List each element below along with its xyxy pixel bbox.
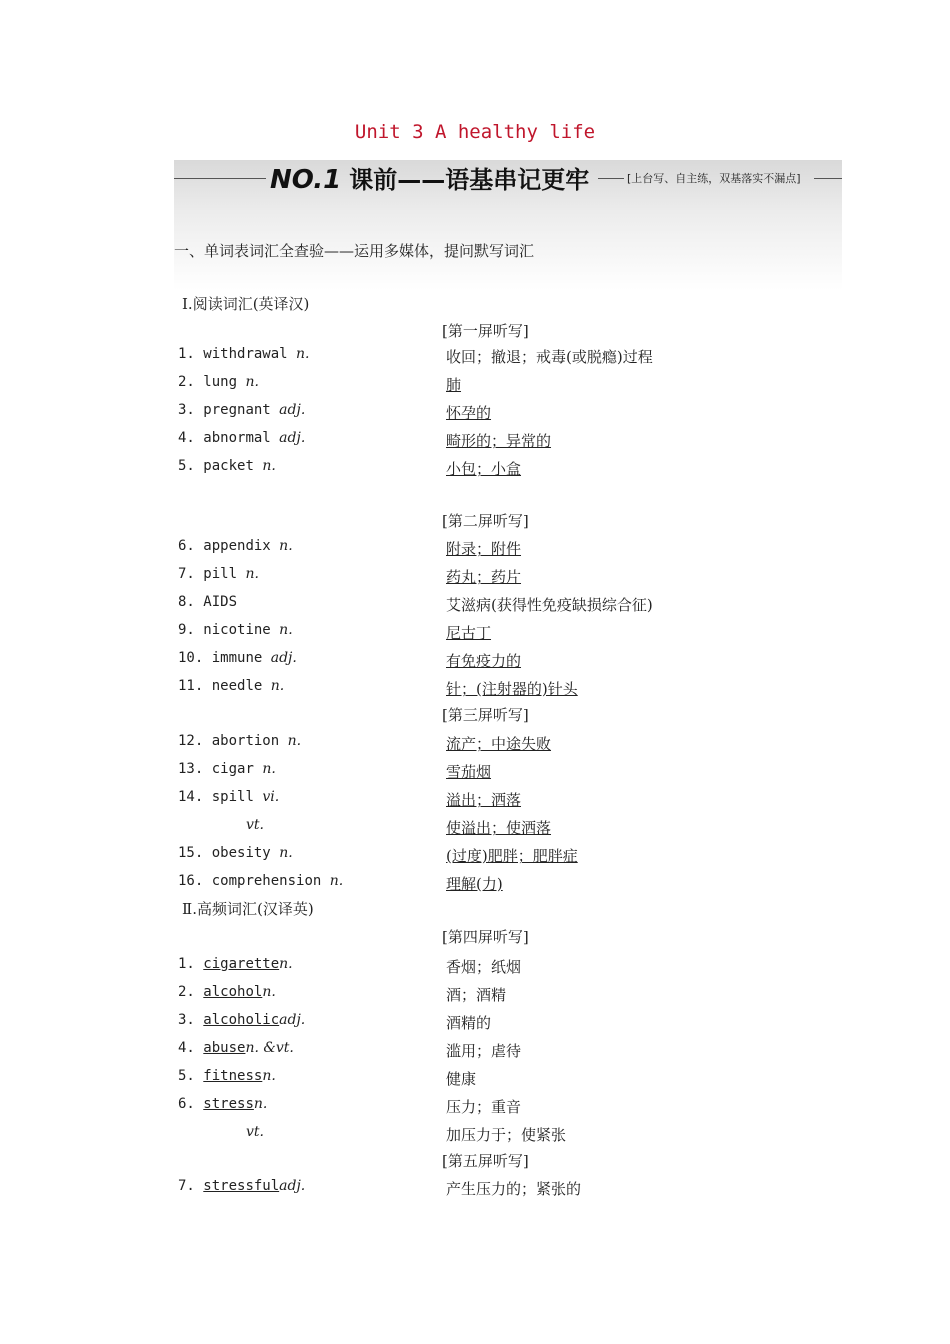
word-meaning: 有免疫力的	[446, 652, 522, 670]
list-item	[178, 761, 858, 785]
word-meaning: 怀孕的	[446, 404, 492, 422]
word-meaning: 小包；小盒	[446, 460, 522, 478]
list-item	[178, 1068, 858, 1092]
word-meaning: 艾滋病(获得性免疫缺损综合征)	[446, 596, 653, 614]
word-meaning: 畸形的；异常的	[446, 432, 552, 450]
word-entry: 1. cigaretten.	[178, 956, 293, 972]
word-entry: 4. abnormal adj.	[178, 430, 306, 446]
word-entry: 11. needle n.	[178, 678, 285, 694]
screen-label-4: [第四屏听写]	[442, 928, 529, 946]
word-meaning: 收回；撤退；戒毒(或脱瘾)过程	[446, 348, 653, 366]
banner-heading-text: 课前——语基串记更牢	[349, 166, 590, 194]
word-entry: 13. cigar n.	[178, 761, 276, 777]
list-item	[178, 873, 858, 897]
list-item	[178, 1178, 858, 1202]
banner-heading	[270, 160, 589, 195]
word-entry: 7. stressfuladj.	[178, 1178, 306, 1194]
word-meaning: 针；(注射器的)针头	[446, 680, 578, 698]
list-item	[178, 1012, 858, 1036]
word-meaning: 溢出；洒落	[446, 791, 522, 809]
part1-title: Ⅰ.阅读词汇(英译汉)	[182, 295, 310, 313]
word-meaning: 尼古丁	[446, 624, 492, 642]
list-item	[178, 566, 858, 590]
word-meaning: 流产；中途失败	[446, 735, 552, 753]
screen-label-1: [第一屏听写]	[442, 322, 529, 340]
word-meaning: (过度)肥胖；肥胖症	[446, 847, 578, 865]
list-item	[178, 402, 858, 426]
word-entry: 5. packet n.	[178, 458, 276, 474]
word-entry: 6. appendix n.	[178, 538, 293, 554]
word-meaning: 雪茄烟	[446, 763, 492, 781]
part2-title: Ⅱ.高频词汇(汉译英)	[182, 900, 314, 918]
list-item	[178, 458, 858, 482]
word-meaning: 加压力于；使紧张	[446, 1126, 567, 1144]
screen-label-3: [第三屏听写]	[442, 706, 529, 724]
word-entry: 7. pill n.	[178, 566, 259, 582]
banner-note: [上台写、自主练，双基落实不漏点]	[627, 172, 801, 185]
list-item	[178, 678, 858, 702]
page-title: Unit 3 A healthy life	[354, 121, 596, 143]
list-item	[178, 538, 858, 562]
word-meaning: 产生压力的；紧张的	[446, 1180, 582, 1198]
list-item	[178, 650, 858, 674]
list-item	[178, 430, 858, 454]
word-meaning: 滥用；虐待	[446, 1042, 522, 1060]
word-entry: 6. stressn.	[178, 1096, 268, 1112]
word-entry: 15. obesity n.	[178, 845, 293, 861]
word-entry: 14. spill vi.	[178, 789, 280, 805]
list-item	[178, 733, 858, 757]
list-item	[178, 346, 858, 370]
word-meaning: 理解(力)	[446, 875, 503, 893]
word-meaning: 压力；重音	[446, 1098, 522, 1116]
word-entry: 2. lung n.	[178, 374, 259, 390]
word-meaning: 附录；附件	[446, 540, 522, 558]
word-meaning: 酒精的	[446, 1014, 492, 1032]
word-meaning: 健康	[446, 1070, 477, 1088]
word-entry: 4. abusen. &vt.	[178, 1040, 294, 1056]
list-item	[178, 1096, 858, 1120]
word-meaning: 酒；酒精	[446, 986, 507, 1004]
word-entry: 1. withdrawal n.	[178, 346, 310, 362]
word-entry: 8. AIDS	[178, 594, 238, 610]
list-item	[178, 817, 858, 841]
word-entry: 12. abortion n.	[178, 733, 302, 749]
word-entry: 10. immune adj.	[178, 650, 297, 666]
list-item	[178, 594, 858, 618]
word-entry: vt.	[246, 1124, 264, 1140]
list-item	[178, 1040, 858, 1064]
list-item	[178, 1124, 858, 1148]
list-item	[178, 845, 858, 869]
word-entry: vt.	[246, 817, 264, 833]
list-item	[178, 984, 858, 1008]
word-meaning: 使溢出；使洒落	[446, 819, 552, 837]
banner-rule-mid	[598, 178, 624, 179]
list-item	[178, 789, 858, 813]
banner-number: NO.1	[270, 165, 342, 195]
screen-label-2: [第二屏听写]	[442, 512, 529, 530]
word-entry: 3. pregnant adj.	[178, 402, 306, 418]
banner-rule-right	[814, 178, 842, 179]
word-entry: 5. fitnessn.	[178, 1068, 276, 1084]
word-entry: 16. comprehension n.	[178, 873, 344, 889]
word-entry: 9. nicotine n.	[178, 622, 293, 638]
word-entry: 2. alcoholn.	[178, 984, 276, 1000]
word-meaning: 香烟；纸烟	[446, 958, 522, 976]
section-title: 一、单词表词汇全查验——运用多媒体，提问默写词汇	[174, 242, 535, 260]
list-item	[178, 622, 858, 646]
list-item	[178, 374, 858, 398]
screen-label-5: [第五屏听写]	[442, 1152, 529, 1170]
list-item	[178, 956, 858, 980]
word-meaning: 肺	[446, 376, 462, 394]
word-meaning: 药丸；药片	[446, 568, 522, 586]
banner-rule-left	[174, 178, 266, 179]
word-entry: 3. alcoholicadj.	[178, 1012, 306, 1028]
